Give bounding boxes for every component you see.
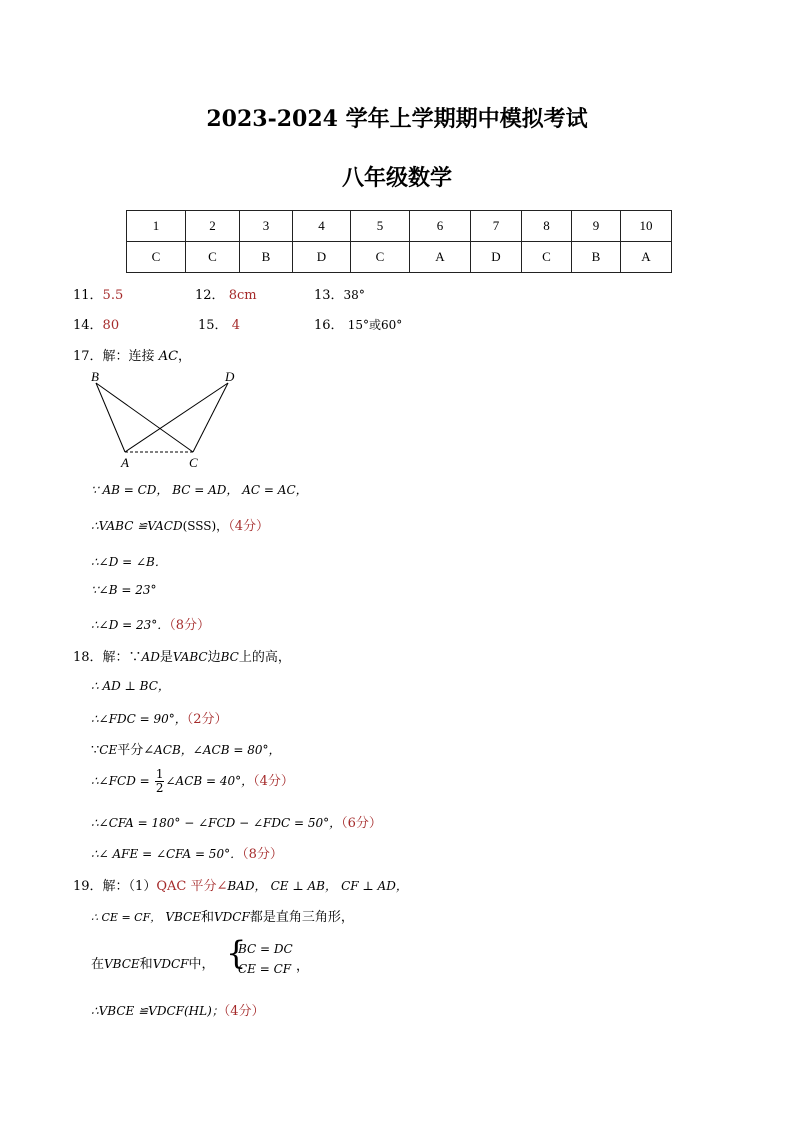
table-cell: 2 bbox=[186, 211, 240, 242]
q18-line-6: ∴∠ AFE = ∠CFA = 50°．（8分） bbox=[91, 847, 283, 862]
answer-text: 8cm bbox=[228, 288, 257, 303]
q18-line-4: ∴∠FCD = $\frac{1}{2}$ ∠ACB = 40°，（4分） bbox=[91, 767, 294, 795]
point-label-B: B bbox=[91, 369, 99, 384]
system-brace: { bbox=[226, 934, 247, 972]
table-cell: 4 bbox=[293, 211, 351, 242]
q17-line-2: ∴VABC ≌VACD(SSS)，（4分） bbox=[91, 519, 269, 534]
fill-in-16 bbox=[314, 314, 402, 333]
table-cell: B bbox=[240, 242, 293, 273]
point-label-C: C bbox=[189, 455, 198, 470]
table-cell: 9 bbox=[572, 211, 621, 242]
answer-text: 15°或60° bbox=[347, 318, 403, 332]
question-number: 11． bbox=[73, 288, 103, 303]
table-row-answers bbox=[127, 242, 672, 273]
q17-line-4: ∵∠B = 23° bbox=[91, 583, 157, 597]
table-cell: D bbox=[293, 242, 351, 273]
q17-line-3: ∴∠D = ∠B． bbox=[91, 555, 167, 569]
fraction-half: $\frac{1}{2}$ bbox=[155, 767, 164, 795]
table-cell: 1 bbox=[127, 211, 186, 242]
q19-line-2: 在VBCE和VDCF中， bbox=[91, 957, 215, 972]
answer-text: 5.5 bbox=[102, 288, 124, 303]
table-cell: C bbox=[351, 242, 410, 273]
fill-in-11 bbox=[73, 284, 123, 303]
answer-text: 38° bbox=[343, 288, 365, 302]
answer-table bbox=[126, 210, 672, 273]
table-cell: C bbox=[522, 242, 572, 273]
answer-text: 4 bbox=[231, 318, 240, 333]
question-number: 12． bbox=[195, 288, 225, 303]
point-label-D: D bbox=[225, 369, 235, 384]
q17-line-1: ∵ AB = CD， BC = AD， AC = AC， bbox=[91, 483, 308, 497]
table-cell: 7 bbox=[471, 211, 522, 242]
q18-line-5: ∴∠CFA = 180° − ∠FCD − ∠FDC = 50°，（6分） bbox=[91, 816, 382, 831]
system-eq-2: CE = CF bbox=[238, 962, 292, 976]
q18-intro: 18．解：∵AD是VABC边BC上的高， bbox=[73, 650, 291, 665]
fill-in-14 bbox=[73, 314, 119, 333]
segment-DA bbox=[125, 383, 228, 452]
fill-in-12 bbox=[195, 284, 257, 303]
system-eq-1: BC = DC bbox=[238, 942, 293, 956]
table-cell: D bbox=[471, 242, 522, 273]
q18-line-3: ∵CE平分∠ACB，∠ACB = 80°， bbox=[91, 743, 281, 758]
question-number: 16． bbox=[314, 318, 344, 333]
exam-subtitle: 八年级数学 bbox=[341, 165, 452, 191]
q19-line-3: ∴VBCE ≌VDCF(HL)；（4分） bbox=[91, 1004, 265, 1019]
q19-line-1: ∴ CE = CF， VBCE和VDCF都是直角三角形， bbox=[91, 910, 354, 925]
q18-line-2: ∴∠FDC = 90°，（2分） bbox=[91, 712, 228, 727]
segment-DC bbox=[193, 383, 228, 452]
answer-text: 80 bbox=[102, 318, 120, 333]
table-cell: C bbox=[127, 242, 186, 273]
table-cell: 5 bbox=[351, 211, 410, 242]
triangle-diagram bbox=[88, 366, 248, 472]
fill-in-13 bbox=[314, 284, 365, 303]
table-cell: 8 bbox=[522, 211, 572, 242]
table-cell: A bbox=[621, 242, 672, 273]
table-row-numbers bbox=[127, 211, 672, 242]
table-cell: 10 bbox=[621, 211, 672, 242]
system-comma: ， bbox=[296, 959, 310, 974]
table-cell: 3 bbox=[240, 211, 293, 242]
q18-line-1: ∴ AD ⊥ BC， bbox=[91, 679, 170, 693]
point-label-A: A bbox=[121, 455, 129, 470]
q17-line-5: ∴∠D = 23°．（8分） bbox=[91, 618, 211, 633]
table-cell: B bbox=[572, 242, 621, 273]
exam-title: 2023-2024 学年上学期期中模拟考试 bbox=[206, 106, 588, 132]
question-number: 13． bbox=[314, 288, 344, 303]
fill-in-15 bbox=[198, 314, 240, 333]
question-number: 15． bbox=[198, 318, 228, 333]
table-cell: A bbox=[410, 242, 471, 273]
table-cell: 6 bbox=[410, 211, 471, 242]
q19-intro: 19．解：（1）QAC 平分∠BAD， CE ⊥ AB， CF ⊥ AD， bbox=[73, 879, 408, 894]
table-cell: C bbox=[186, 242, 240, 273]
question-number: 14． bbox=[73, 318, 103, 333]
q17-intro: 17．解：连接 AC， bbox=[73, 349, 192, 364]
